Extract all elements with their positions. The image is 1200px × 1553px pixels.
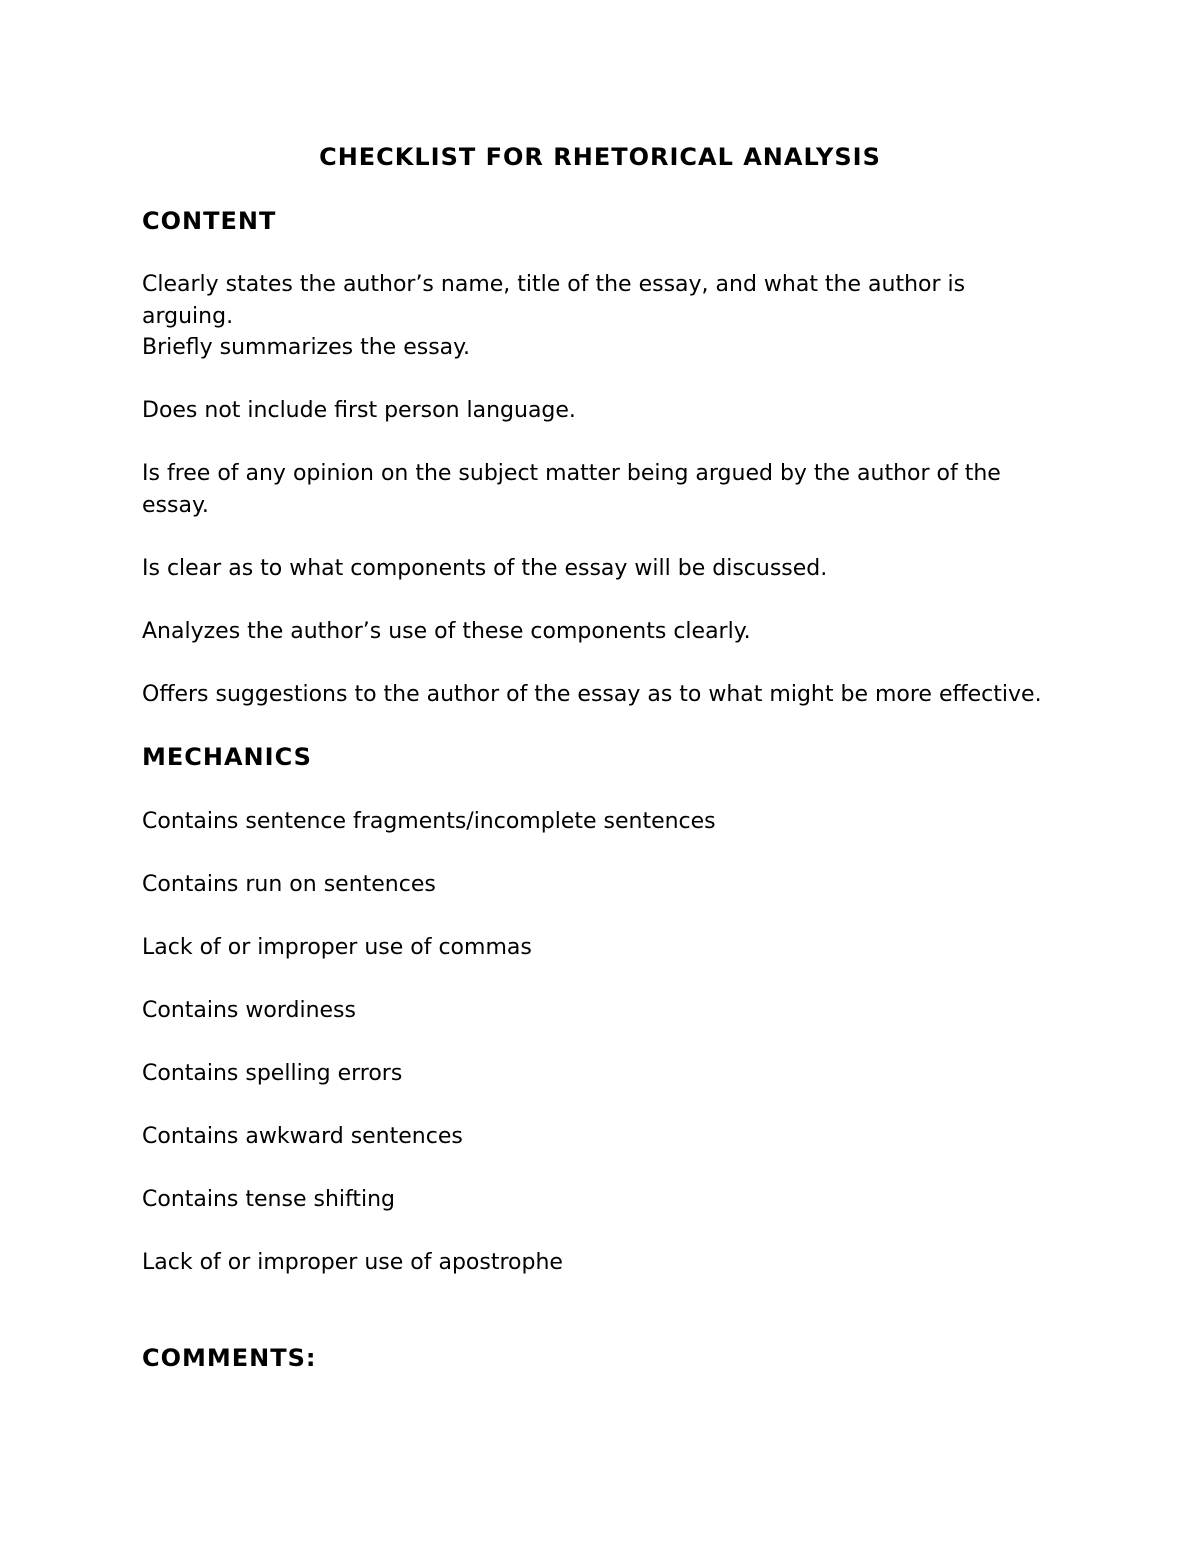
mechanics-item: Contains wordiness — [142, 998, 356, 1023]
mechanics-item: Contains spelling errors — [142, 1061, 403, 1086]
content-item: Offers suggestions to the author of the essay as to what might be more effective. — [142, 682, 1042, 707]
content-item: Is free of any opinion on the subject matter being argued by the author of the essay. — [142, 461, 1001, 518]
mechanics-item: Contains sentence fragments/incomplete sentences — [142, 809, 716, 834]
mechanics-item: Contains tense shifting — [142, 1187, 395, 1212]
mechanics-heading: MECHANICS — [142, 743, 312, 771]
comments-heading: COMMENTS: — [142, 1344, 317, 1372]
content-item: Does not include first person language. — [142, 398, 576, 423]
content-item: Is clear as to what components of the essay will be discussed. — [142, 556, 828, 581]
mechanics-item: Contains awkward sentences — [142, 1124, 463, 1149]
content-heading: CONTENT — [142, 207, 277, 235]
mechanics-item: Contains run on sentences — [142, 872, 436, 897]
document-title: CHECKLIST FOR RHETORICAL ANALYSIS — [319, 143, 881, 171]
mechanics-item: Lack of or improper use of commas — [142, 935, 532, 960]
content-item: Briefly summarizes the essay. — [142, 335, 471, 360]
content-item: Clearly states the author’s name, title of the essay, and what the author is arguing. — [142, 272, 966, 329]
content-item: Analyzes the author’s use of these components clearly. — [142, 619, 751, 644]
mechanics-item: Lack of or improper use of apostrophe — [142, 1250, 563, 1275]
